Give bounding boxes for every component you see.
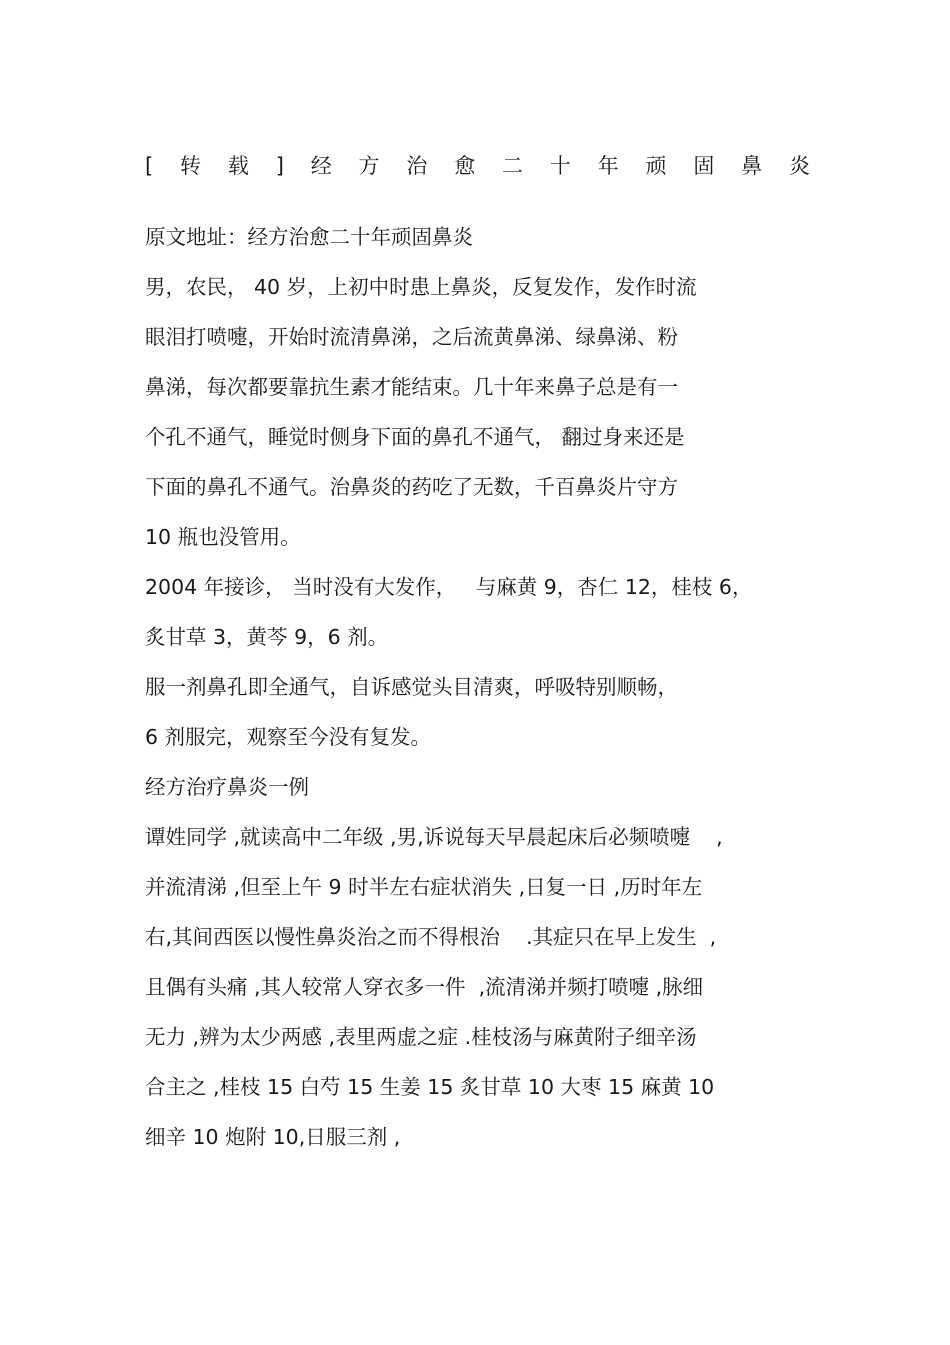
body-line: 服一剂鼻孔即全通气，自诉感觉头目清爽，呼吸特别顺畅， [145, 675, 678, 699]
body-line: 炙甘草 3，黄芩 9，6 剂。 [145, 625, 389, 649]
title-char: 二 [502, 154, 524, 178]
title-char: 炎 [789, 154, 810, 178]
body-line: 且偶有头痛 ,其人较常人穿衣多一件 ,流清涕并频打喷嚏 ,脉细 [145, 975, 704, 999]
title-char: [ [145, 154, 154, 178]
title-char: 方 [358, 154, 380, 178]
body-line: 男，农民， 40 岁，上初中时患上鼻炎，反复发作，发作时流 [145, 275, 697, 299]
body-line: 细辛 10 炮附 10,日服三剂 , [145, 1125, 401, 1149]
body-line: 鼻涕，每次都要靠抗生素才能结束。几十年来鼻子总是有一 [145, 375, 678, 399]
body-line: 右,其间西医以慢性鼻炎治之而不得根治 .其症只在早上发生 , [145, 925, 717, 949]
section-heading: 经方治疗鼻炎一例 [145, 775, 309, 799]
title-char: ] [275, 154, 284, 178]
title-char: 十 [549, 154, 571, 178]
title-char: 转 [180, 154, 202, 178]
body-line: 并流清涕 ,但至上午 9 时半左右症状消失 ,日复一日 ,历时年左 [145, 875, 703, 899]
body-line: 谭姓同学 ,就读高中二年级 ,男,诉说每天早晨起床后必频喷嚏 , [145, 825, 723, 849]
body-line: 眼泪打喷嚏，开始时流清鼻涕，之后流黄鼻涕、绿鼻涕、粉 [145, 325, 678, 349]
body-line: 合主之 ,桂枝 15 白芍 15 生姜 15 炙甘草 10 大枣 15 麻黄 10 [145, 1075, 715, 1099]
body-line: 无力 ,辨为太少两感 ,表里两虚之症 .桂枝汤与麻黄附子细辛汤 [145, 1025, 697, 1049]
title-char: 固 [693, 154, 715, 178]
title-char: 顽 [645, 154, 667, 178]
title-char: 鼻 [741, 154, 763, 178]
body-line: 下面的鼻孔不通气。治鼻炎的药吃了无数，千百鼻炎片守方 [145, 475, 678, 499]
title-char: 载 [227, 154, 249, 178]
body-line: 2004 年接诊， 当时没有大发作， 与麻黄 9，杏仁 12，桂枝 6， [145, 575, 753, 599]
document-title [145, 148, 810, 184]
source-line: 原文地址：经方治愈二十年顽固鼻炎 [145, 225, 473, 249]
title-char: 经 [310, 154, 332, 178]
title-char: 愈 [454, 154, 476, 178]
body-line: 6 剂服完，观察至今没有复发。 [145, 725, 432, 749]
body-line: 10 瓶也没管用。 [145, 525, 301, 549]
title-char: 年 [597, 154, 619, 178]
title-char: 治 [406, 154, 428, 178]
body-line: 个孔不通气，睡觉时侧身下面的鼻孔不通气， 翻过身来还是 [145, 425, 685, 449]
